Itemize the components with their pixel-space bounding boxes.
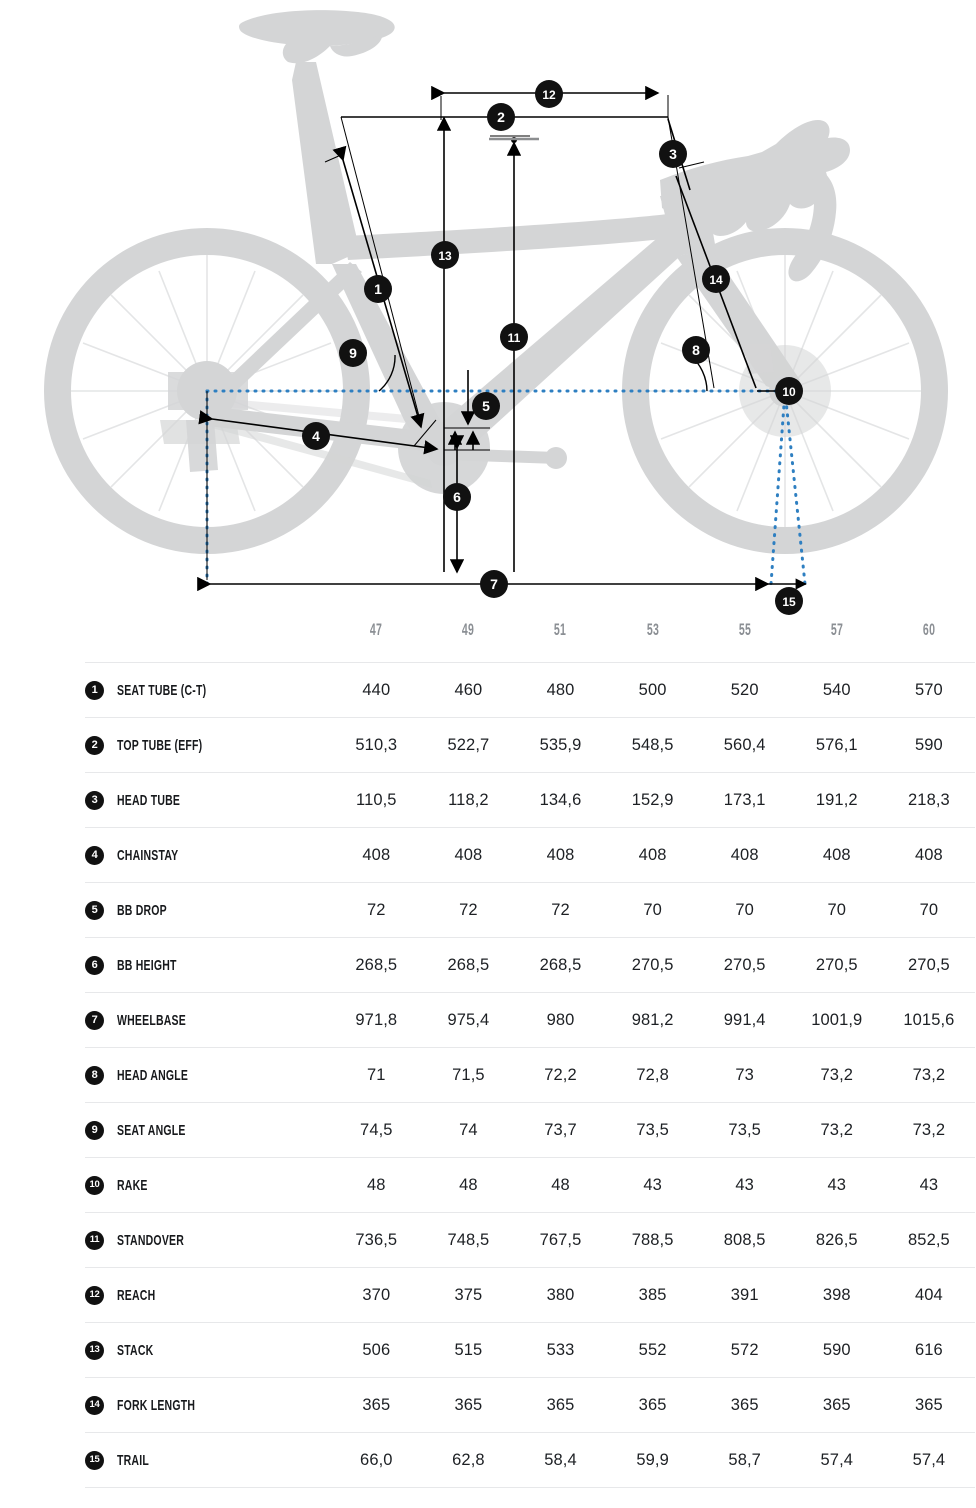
row-label: FORK LENGTH [117,1396,196,1414]
value-cell: 576,1 [815,735,858,754]
header-size-47: 47 [370,620,383,639]
value-cell: 375 [454,1285,483,1304]
row-number-badge: 2 [85,736,104,755]
row-label: STACK [117,1341,154,1359]
value-cell: 535,9 [539,735,582,754]
value-cell: 73,2 [820,1065,854,1084]
row-label-cell [85,1048,330,1103]
table-row [85,1048,975,1103]
value-cell: 971,8 [355,1010,398,1029]
value-cell: 73,7 [544,1120,577,1139]
row-label-cell [85,1103,330,1158]
row-number-badge: 4 [85,846,104,865]
value-cell: 72 [367,900,386,919]
value-cell: 510,3 [355,735,398,754]
callout-8 [682,336,710,364]
value-cell: 460 [454,680,483,699]
value-cell: 191,2 [815,790,858,809]
value-cell: 365 [454,1395,483,1414]
row-number-badge: 11 [85,1231,104,1250]
callout-3-label: 3 [669,146,677,162]
value-cell: 70 [827,900,847,919]
row-label: SEAT ANGLE [117,1121,186,1139]
value-cell: 268,5 [355,955,398,974]
table-row [85,883,975,938]
callout-4 [302,422,330,450]
value-cell: 365 [730,1395,759,1414]
row-label: TOP TUBE (EFF) [117,736,203,754]
callout-8-label: 8 [692,342,700,358]
row-number-badge: 6 [85,956,104,975]
callout-11 [500,323,528,351]
value-cell: 57,4 [820,1450,854,1469]
row-number-badge: 8 [85,1066,104,1085]
row-number-badge: 9 [85,1121,104,1140]
row-label-cell [85,1323,330,1378]
value-cell: 975,4 [447,1010,490,1029]
value-cell: 270,5 [815,955,858,974]
value-cell: 270,5 [723,955,766,974]
value-cell: 380 [546,1285,575,1304]
callout-13-label: 13 [438,249,452,263]
value-cell: 522,7 [447,735,490,754]
table-row [85,1323,975,1378]
callout-3 [659,140,687,168]
value-cell: 72,8 [636,1065,669,1084]
value-cell: 43 [643,1175,662,1194]
table-row [85,663,975,718]
callout-9 [339,339,367,367]
row-number-badge: 12 [85,1286,104,1305]
value-cell: 991,4 [723,1010,766,1029]
table-row [85,993,975,1048]
header-size-49: 49 [462,620,475,639]
value-cell: 62,8 [452,1450,485,1469]
row-number-badge: 14 [85,1396,104,1415]
row-label-cell [85,993,330,1048]
callout-5-label: 5 [482,398,490,414]
value-cell: 398 [822,1285,851,1304]
row-label: HEAD ANGLE [117,1066,189,1084]
callout-2-label: 2 [497,109,505,125]
row-label: HEAD TUBE [117,791,181,809]
value-cell: 58,7 [728,1450,761,1469]
value-cell: 408 [914,845,943,864]
callout-15 [775,587,803,615]
callout-14-label: 14 [709,273,723,287]
value-cell: 73 [735,1065,754,1084]
table-row [85,1433,975,1488]
header-size-60: 60 [922,620,936,639]
value-cell: 73,2 [820,1120,854,1139]
value-cell: 268,5 [539,955,582,974]
value-cell: 58,4 [544,1450,577,1469]
value-cell: 173,1 [723,790,766,809]
value-cell: 404 [914,1285,943,1304]
value-cell: 268,5 [447,955,490,974]
row-label: STANDOVER [117,1231,185,1249]
value-cell: 71,5 [452,1065,485,1084]
callout-5 [472,392,500,420]
header-size-51: 51 [554,620,567,639]
row-label: BB DROP [117,901,167,919]
geometry-diagram [0,0,976,620]
value-cell: 408 [362,845,391,864]
value-cell: 70 [735,900,754,919]
value-cell: 788,5 [631,1230,674,1249]
value-cell: 43 [827,1175,847,1194]
value-cell: 408 [638,845,667,864]
row-label-cell [85,1433,330,1488]
value-cell: 72 [551,900,570,919]
row-label: CHAINSTAY [117,846,179,864]
row-label: TRAIL [117,1451,149,1469]
value-cell: 385 [638,1285,667,1304]
value-cell: 590 [914,735,943,754]
value-cell: 533 [546,1340,575,1359]
value-cell: 548,5 [631,735,674,754]
value-cell: 365 [914,1395,943,1414]
value-cell: 981,2 [631,1010,674,1029]
value-cell: 1001,9 [811,1010,863,1029]
value-cell: 270,5 [631,955,674,974]
value-cell: 515 [454,1340,483,1359]
table-row [85,773,975,828]
value-cell: 66,0 [360,1450,393,1469]
table-row [85,1158,975,1213]
value-cell: 48 [367,1175,386,1194]
table-row [85,938,975,993]
value-cell: 152,9 [631,790,674,809]
value-cell: 980 [546,1010,575,1029]
callout-1-label: 1 [374,281,382,297]
value-cell: 506 [362,1340,391,1359]
row-label-cell [85,1158,330,1213]
value-cell: 218,3 [908,790,950,809]
header-row [85,620,975,663]
geometry-diagram-svg [0,0,976,620]
value-cell: 365 [546,1395,575,1414]
value-cell: 370 [362,1285,391,1304]
table-row [85,1378,975,1433]
row-label: BB HEIGHT [117,956,177,974]
value-cell: 736,5 [355,1230,398,1249]
callout-12-label: 12 [542,88,556,102]
value-cell: 270,5 [908,955,950,974]
row-label-cell [85,938,330,993]
value-cell: 748,5 [447,1230,490,1249]
value-cell: 74 [459,1120,478,1139]
value-cell: 520 [730,680,759,699]
callout-4-label: 4 [312,428,320,444]
value-cell: 365 [638,1395,667,1414]
row-label: SEAT TUBE (C-T) [117,681,207,699]
row-label: REACH [117,1286,156,1304]
value-cell: 408 [546,845,575,864]
value-cell: 408 [454,845,483,864]
callout-7-label: 7 [490,576,498,592]
row-number-badge: 10 [85,1176,104,1195]
row-label: RAKE [117,1176,148,1194]
header-corner [85,620,330,663]
table-header [85,620,975,663]
row-label-cell [85,1268,330,1323]
row-label-cell [85,663,330,718]
value-cell: 616 [914,1340,943,1359]
value-cell: 570 [914,680,943,699]
value-cell: 43 [919,1175,939,1194]
value-cell: 73,5 [728,1120,761,1139]
value-cell: 852,5 [908,1230,950,1249]
value-cell: 540 [822,680,851,699]
value-cell: 70 [643,900,662,919]
callout-9-label: 9 [349,345,357,361]
row-label-cell [85,773,330,828]
callout-1 [364,275,392,303]
row-number-badge: 5 [85,901,104,920]
value-cell: 74,5 [360,1120,393,1139]
callout-6 [443,483,471,511]
table-body [85,663,975,1488]
value-cell: 110,5 [356,790,397,809]
value-cell: 48 [459,1175,478,1194]
value-cell: 73,2 [912,1120,946,1139]
value-cell: 71 [367,1065,386,1084]
row-label: WHEELBASE [117,1011,186,1029]
row-number-badge: 3 [85,791,104,810]
value-cell: 391 [730,1285,759,1304]
row-number-badge: 7 [85,1011,104,1030]
value-cell: 118,2 [448,790,489,809]
row-label-cell [85,1378,330,1433]
value-cell: 500 [638,680,667,699]
value-cell: 134,6 [539,790,582,809]
row-label-cell [85,1213,330,1268]
value-cell: 590 [822,1340,851,1359]
row-label-cell [85,828,330,883]
table-row [85,1213,975,1268]
value-cell: 767,5 [539,1230,582,1249]
header-size-55: 55 [738,620,751,639]
callout-2 [487,103,515,131]
header-size-57: 57 [830,620,843,639]
value-cell: 43 [735,1175,754,1194]
geometry-table-container [0,620,976,1488]
value-cell: 408 [822,845,851,864]
table-row [85,1103,975,1158]
header-size-53: 53 [646,620,659,639]
value-cell: 572 [730,1340,759,1359]
value-cell: 1015,6 [903,1010,955,1029]
value-cell: 408 [730,845,759,864]
value-cell: 73,5 [636,1120,669,1139]
row-number-badge: 15 [85,1451,104,1470]
row-label-cell [85,718,330,773]
row-label-cell [85,883,330,938]
callout-12 [535,80,563,108]
callout-11-label: 11 [507,331,521,345]
callout-14 [702,265,730,293]
row-number-badge: 13 [85,1341,104,1360]
value-cell: 48 [551,1175,570,1194]
callout-15-label: 15 [782,595,796,609]
callout-13 [431,241,459,269]
value-cell: 73,2 [912,1065,946,1084]
value-cell: 59,9 [636,1450,669,1469]
table-row [85,718,975,773]
row-number-badge: 1 [85,681,104,700]
callout-6-label: 6 [453,489,461,505]
value-cell: 826,5 [815,1230,858,1249]
value-cell: 808,5 [723,1230,766,1249]
value-cell: 560,4 [723,735,766,754]
value-cell: 365 [362,1395,391,1414]
geometry-table [85,620,975,1488]
value-cell: 552 [638,1340,667,1359]
value-cell: 57,4 [912,1450,946,1469]
value-cell: 480 [546,680,575,699]
callout-10 [775,377,803,405]
callout-7 [480,570,508,598]
value-cell: 70 [919,900,939,919]
value-cell: 72,2 [544,1065,577,1084]
value-cell: 72 [459,900,478,919]
table-row [85,828,975,883]
value-cell: 440 [362,680,391,699]
callout-10-label: 10 [782,385,796,399]
table-row [85,1268,975,1323]
value-cell: 365 [822,1395,851,1414]
